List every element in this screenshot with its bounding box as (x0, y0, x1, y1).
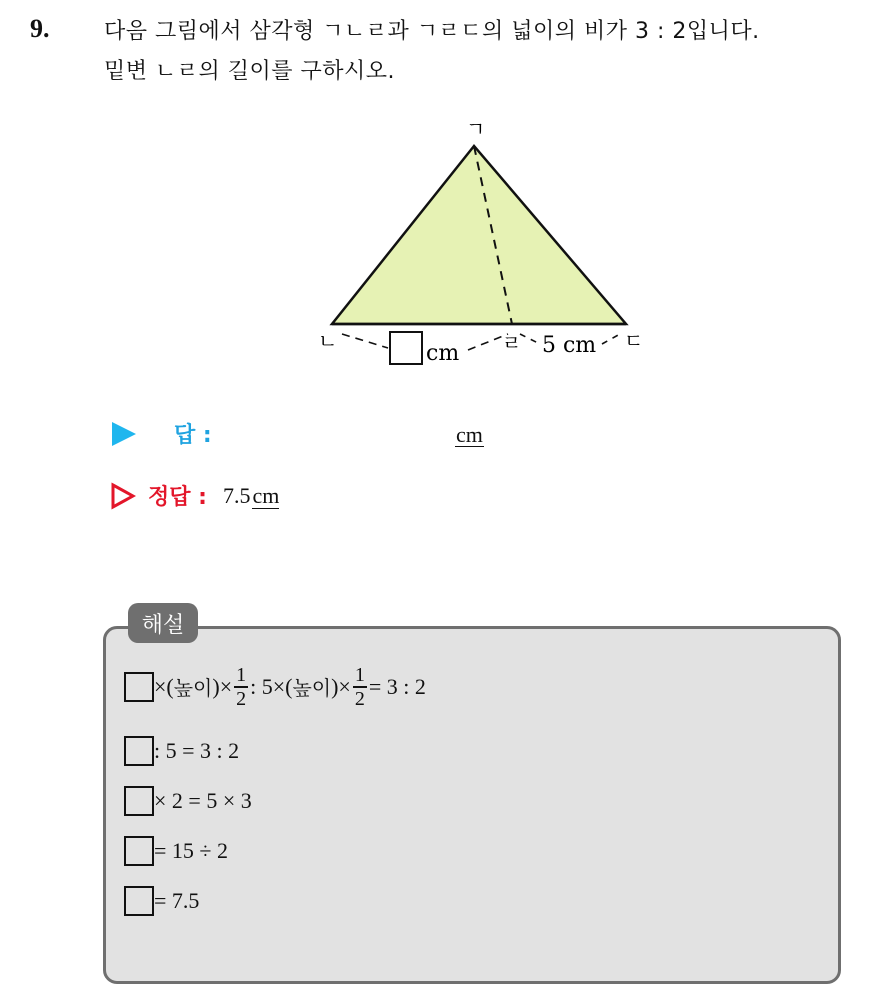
correct-answer-value (223, 483, 279, 509)
sol1-close-times-b: )× (331, 673, 351, 699)
answer-label: 답 : (174, 423, 212, 448)
unknown-length-unit: cm (426, 341, 460, 366)
sol1-ratio: : 5×( (250, 673, 293, 699)
right-dimension-bracket-left (520, 334, 540, 344)
vertex-left-label: ㄴ (318, 329, 338, 353)
vertex-top-label: ㄱ (466, 117, 486, 141)
solution-line-2 (124, 736, 239, 766)
sol1-times-open: ×( (154, 673, 174, 699)
fraction-denominator: 2 (236, 687, 247, 710)
outline-arrow-icon (110, 482, 136, 510)
solution-line-4 (124, 836, 228, 866)
sol1-height-a: 높이 (173, 676, 213, 701)
vertex-mid-label: ㄹ (502, 331, 522, 355)
answer-row (112, 418, 212, 449)
sol5-text: = 7.5 (154, 888, 200, 913)
fraction-half-2 (353, 664, 367, 710)
sol1-height-b: 높이 (292, 676, 332, 701)
question-line-1: 다음 그림에서 삼각형 ㄱㄴㄹ과 ㄱㄹㄷ의 넓이의 비가 3 : 2입니다. (104, 19, 760, 44)
triangle-shape (332, 146, 626, 324)
play-arrow-icon (112, 422, 136, 446)
sol1-result: = 3 : 2 (368, 673, 426, 699)
left-dimension-bracket (342, 334, 388, 348)
sol1-close-times: )× (212, 673, 233, 699)
sol2-text: : 5 = 3 : 2 (154, 738, 240, 763)
unknown-length-box (390, 332, 422, 364)
triangle-figure (0, 0, 884, 400)
vertex-right-label: ㄷ (624, 329, 644, 353)
sol4-text: = 15 ÷ 2 (154, 838, 228, 863)
fraction-denominator: 2 (354, 687, 365, 710)
solution-line-3 (124, 786, 252, 816)
sol3-text: × 2 = 5 × 3 (154, 788, 252, 813)
question-line-2: 밑변 ㄴㄹ의 길이를 구하시오. (104, 59, 395, 84)
question-number: 9. (30, 14, 50, 43)
right-dimension-bracket-right (602, 334, 620, 344)
solution-tab: 해설 (128, 603, 198, 643)
fraction-half (234, 664, 248, 710)
blank-box (124, 672, 154, 702)
correct-answer-row (110, 480, 279, 511)
solution-line-5 (124, 886, 199, 916)
answer-unit: cm (456, 422, 483, 447)
blank-box (124, 786, 154, 816)
solution-line-1 (124, 664, 426, 710)
blank-box (124, 836, 154, 866)
correct-answer-label: 정답 : (148, 485, 207, 510)
correct-answer-number: 7.5 (222, 482, 251, 508)
blank-box (124, 886, 154, 916)
fraction-numerator: 1 (354, 664, 365, 686)
right-length-label: 5 cm (542, 333, 597, 358)
correct-answer-unit: cm (252, 482, 280, 508)
blank-box (124, 736, 154, 766)
fraction-numerator: 1 (236, 664, 247, 686)
